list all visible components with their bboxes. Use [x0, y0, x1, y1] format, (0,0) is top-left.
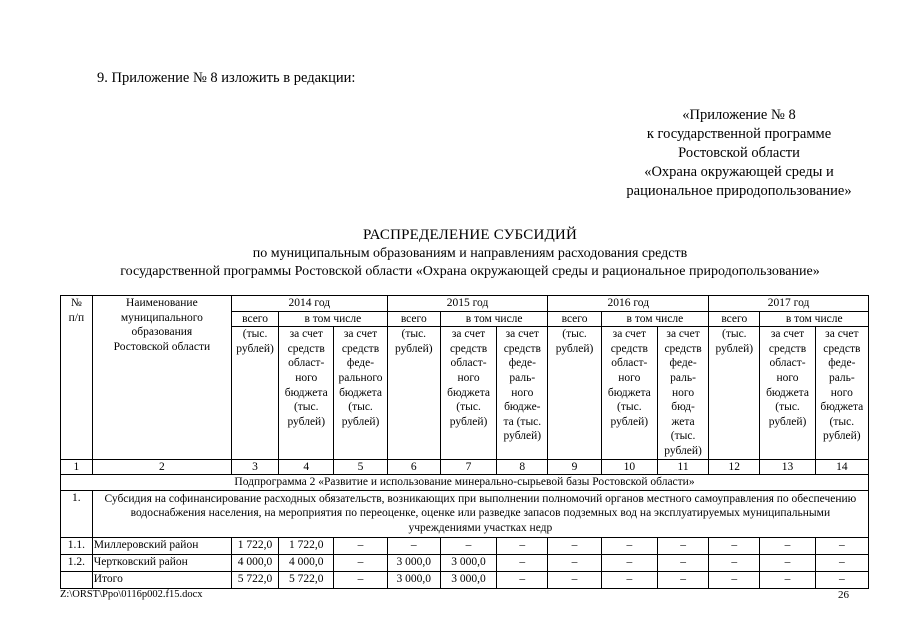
total-units: (тыс. рублей) — [387, 327, 440, 459]
appendix-line: рациональное природопользование» — [626, 183, 852, 199]
column-number: 5 — [334, 459, 387, 475]
cell-value: – — [497, 537, 548, 554]
total-header: всего — [548, 311, 601, 327]
cell-value: – — [497, 554, 548, 571]
cell-value: – — [334, 571, 387, 588]
column-numbers-row — [61, 459, 869, 475]
heading-subtitle-program: государственной программы Ростовской области «Охрана окружающей среды и рациональное природопользование» — [120, 264, 820, 279]
cell-value: 3 000,0 — [440, 571, 496, 588]
column-number: 7 — [440, 459, 496, 475]
row-total-label: Итого — [92, 571, 231, 588]
cell-value: – — [709, 537, 760, 554]
cell-value: – — [334, 537, 387, 554]
cell-value: 1 722,0 — [279, 537, 334, 554]
header-row-years — [61, 296, 869, 312]
year-header-2016: 2016 год — [548, 296, 709, 312]
table-row — [61, 554, 869, 571]
cell-value: – — [387, 537, 440, 554]
column-header-name-text: Наименование муниципального образования Ростовской области — [113, 297, 211, 353]
cell-value: 3 000,0 — [387, 571, 440, 588]
heading-subtitle: по муниципальным образованиям и направлениям расходования средств — [252, 246, 688, 261]
cell-value: – — [440, 537, 496, 554]
federal-budget-header: за счет средств феде- рального бюджета (тыс. рублей) — [334, 327, 387, 459]
column-number: 2 — [92, 459, 231, 475]
federal-budget-header: за счет средств феде- раль- ного бюдже- та (тыс. рублей) — [497, 327, 548, 459]
column-number: 9 — [548, 459, 601, 475]
cell-value: 3 000,0 — [440, 554, 496, 571]
row-municipality: Миллеровский район — [92, 537, 231, 554]
total-header: всего — [387, 311, 440, 327]
subprogram-row — [61, 475, 869, 491]
cell-value: 4 000,0 — [232, 554, 279, 571]
cell-value: – — [657, 571, 708, 588]
column-header-number — [61, 296, 93, 460]
total-units: (тыс. рублей) — [709, 327, 760, 459]
heading-title: РАСПРЕДЕЛЕНИЕ СУБСИДИЙ — [362, 227, 578, 243]
section-number: 1. — [61, 490, 93, 537]
document-heading — [40, 226, 900, 281]
row-number — [61, 571, 93, 588]
cell-value: 3 000,0 — [387, 554, 440, 571]
cell-value: – — [334, 554, 387, 571]
appendix-line: «Охрана окружающей среды и — [644, 164, 834, 180]
cell-value: – — [815, 537, 868, 554]
column-number: 12 — [709, 459, 760, 475]
cell-value: – — [657, 537, 708, 554]
federal-budget-header: за счет средств феде- раль- ного бюджета (тыс. рублей) — [815, 327, 868, 459]
column-number: 10 — [601, 459, 657, 475]
total-header: всего — [232, 311, 279, 327]
regional-budget-header: за счет средств област- ного бюджета (тыс. рублей) — [279, 327, 334, 459]
year-header-2014: 2014 год — [232, 296, 388, 312]
column-number: 8 — [497, 459, 548, 475]
column-number: 1 — [61, 459, 93, 475]
cell-value: 5 722,0 — [232, 571, 279, 588]
cell-value: – — [760, 554, 815, 571]
including-header: в том числе — [440, 311, 548, 327]
column-number: 6 — [387, 459, 440, 475]
column-number: 3 — [232, 459, 279, 475]
cell-value: – — [709, 554, 760, 571]
year-header-2017: 2017 год — [709, 296, 869, 312]
regional-budget-header: за счет средств област- ного бюджета (тыс. рублей) — [601, 327, 657, 459]
cell-value: – — [709, 571, 760, 588]
subprogram-title: Подпрограмма 2 «Развитие и использование минерально-сырьевой базы Ростовской области» — [61, 475, 869, 491]
section-description: Субсидия на софинансирование расходных обязательств, возникающих при выполнении полномочий органов местного самоуправления по обеспечению водоснабжения населения, на мероприятия по переоценке, оценке или разведке запасов подземных вод на эксплуатируемых муниципальными учреждениями участках недр — [92, 490, 868, 537]
federal-budget-header: за счет средств феде- раль- ного бюд- жета (тыс. рублей) — [657, 327, 708, 459]
cell-value: 4 000,0 — [279, 554, 334, 571]
total-header: всего — [709, 311, 760, 327]
cell-value: 1 722,0 — [232, 537, 279, 554]
cell-value: – — [601, 571, 657, 588]
cell-value: – — [601, 537, 657, 554]
including-header: в том числе — [279, 311, 388, 327]
including-header: в том числе — [601, 311, 709, 327]
appendix-line: Ростовской области — [678, 145, 800, 161]
cell-value: – — [760, 571, 815, 588]
table-row — [61, 537, 869, 554]
column-number: 11 — [657, 459, 708, 475]
row-number: 1.1. — [61, 537, 93, 554]
page-number: 26 — [838, 589, 849, 601]
column-number: 13 — [760, 459, 815, 475]
cell-value: – — [548, 537, 601, 554]
regional-budget-header: за счет средств област- ного бюджета (тыс. рублей) — [440, 327, 496, 459]
cell-value: – — [815, 554, 868, 571]
appendix-line: к государственной программе — [646, 126, 832, 142]
appendix-reference — [600, 106, 878, 201]
regional-budget-header: за счет средств област- ного бюджета (тыс. рублей) — [760, 327, 815, 459]
cell-value: – — [548, 571, 601, 588]
total-units: (тыс. рублей) — [548, 327, 601, 459]
cell-value: – — [760, 537, 815, 554]
cell-value: – — [601, 554, 657, 571]
cell-value: – — [657, 554, 708, 571]
row-municipality: Чертковский район — [92, 554, 231, 571]
subsidy-table — [60, 295, 869, 589]
column-header-name — [92, 296, 231, 460]
column-number: 14 — [815, 459, 868, 475]
section-row — [61, 490, 869, 537]
year-header-2015: 2015 год — [387, 296, 548, 312]
cell-value: – — [815, 571, 868, 588]
total-units: (тыс. рублей) — [232, 327, 279, 459]
cell-value: 5 722,0 — [279, 571, 334, 588]
cell-value: – — [548, 554, 601, 571]
column-number: 4 — [279, 459, 334, 475]
column-header-number-text: № п/п — [68, 297, 85, 324]
including-header: в том числе — [760, 311, 869, 327]
total-row — [61, 571, 869, 588]
row-number: 1.2. — [61, 554, 93, 571]
appendix-line: «Приложение № 8 — [682, 107, 796, 123]
cell-value: – — [497, 571, 548, 588]
intro-text: 9. Приложение № 8 изложить в редакции: — [97, 70, 356, 86]
file-path-footer: Z:\ORST\Ppo\0116p002.f15.docx — [60, 589, 203, 600]
